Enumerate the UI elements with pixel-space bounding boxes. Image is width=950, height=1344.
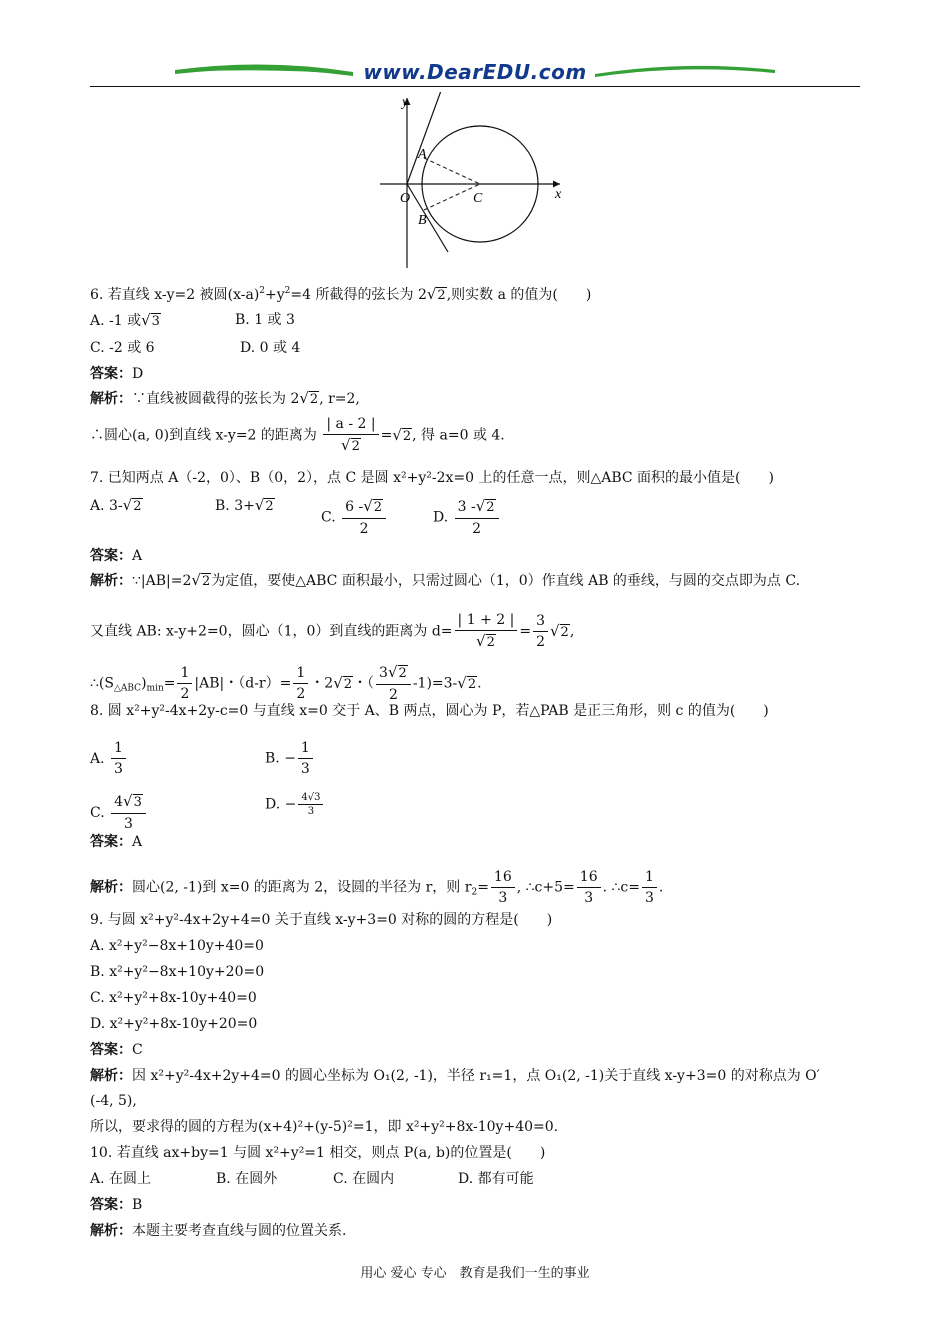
c-label: C [473, 191, 483, 206]
q9-expl-1: 解析：因 x²+y²-4x+2y+4=0 的圆心坐标为 O₁(2, -1)，半径 r₁=1，点 O₁(2, -1)关于直线 x-y+3=0 的对称点为 O′ [90, 1068, 820, 1084]
o-label: O [400, 191, 411, 206]
page-footer: 用心 爱心 专心 教育是我们一生的事业 [360, 1266, 590, 1281]
q7-expl-2: 又直线 AB: x-y+2=0，圆心（1，0）到直线的距离为 d= $\frac{| 1 + 2 |}{√2}$ = $\frac{3}{2}$ √2, [90, 612, 575, 650]
b-label: B [418, 213, 427, 228]
q6-expl-1: 解析：∵直线被圆截得的弦长为 2√2, r=2, [90, 389, 360, 407]
x-label: x [555, 187, 562, 202]
q10-options [90, 1170, 534, 1188]
q9-expl-3: 所以，要求得的圆的方程为(x+4)²+(y-5)²=1，即 x²+y²+8x-10y+40=0. [90, 1119, 559, 1135]
circle-tangent-figure [380, 92, 580, 270]
q8-option-b: B. − $\frac{1}{3}$ [265, 738, 315, 779]
q7-option-d: D. $\frac{3 -√2}{2}$ [433, 496, 501, 539]
q8-option-d: D. − $\frac{4√3}{3}$ [265, 791, 325, 818]
q9-option-d: D. x²+y²+8x-10y+20=0 [90, 1016, 258, 1032]
dash-ca [424, 158, 480, 184]
q7-options [90, 496, 495, 537]
q8-option-a: A. $\frac{1}{3}$ [90, 751, 128, 767]
q7-answer: 答案：A [90, 548, 143, 564]
logo-text: www.DearEDU.com [363, 60, 587, 84]
header-rule [90, 86, 860, 87]
q6-stem: 6. 若直线 x-y=2 被圆$(x-a)^2+y^2=4$ 所截得的弦长为 2√2,则实数 a 的值为( ) [90, 285, 592, 303]
q6-options-cd [90, 339, 301, 357]
q6-options-ab [90, 311, 295, 331]
q6-option-d: D. 0 或 4 [240, 340, 301, 356]
tangent-lower [407, 184, 448, 252]
q8-expl: 解析：圆心(2, -1)到 x=0 的距离为 2，设圆的半径为 r，则 $r_2=$ $\frac{16}{3}$ , ∴c+5= $\frac{16}{3}$ . ∴c= $\frac{1}{3}$ . [90, 869, 664, 906]
q9-option-b: B. x²+y²−8x+10y+20=0 [90, 964, 265, 980]
q7-option-b: B. 3+√2 [215, 496, 274, 514]
q7-stem: 7. 已知两点 A（-2，0）、B（0，2），点 C 是圆 x²+y²-2x=0 上的任意一点，则△ABC 面积的最小值是( ) [90, 470, 774, 486]
q10-option-d: D. 都有可能 [458, 1171, 534, 1187]
q6-option-c: C. -2 或 6 [90, 340, 155, 356]
q8-answer: 答案：A [90, 834, 143, 850]
q8-stem: 8. 圆 x²+y²-4x+2y-c=0 与直线 x=0 交于 A、B 两点，圆心为 P，若△PAB 是正三角形，则 c 的值为( ) [90, 703, 769, 719]
tangent-upper [407, 92, 442, 184]
q10-option-c: C. 在圆内 [333, 1171, 395, 1187]
q6-answer: 答案：D [90, 366, 144, 382]
q8-option-c: C. $\frac{4√3}{3}$ [90, 805, 148, 821]
a-label: A [418, 147, 427, 162]
q10-option-b: B. 在圆外 [216, 1171, 278, 1187]
q9-expl-2: (-4, 5), [90, 1093, 137, 1109]
site-logo [175, 60, 775, 88]
q9-stem: 9. 与圆 x²+y²-4x+2y+4=0 关于直线 x-y+3=0 对称的圆的方程是( ) [90, 912, 553, 928]
q8-options-cd [90, 791, 321, 834]
q10-expl: 解析：本题主要考查直线与圆的位置关系. [90, 1223, 347, 1239]
y-label: y [402, 95, 409, 110]
q9-answer: 答案：C [90, 1042, 143, 1058]
q7-expl-3: $\therefore(S_{\triangle ABC})_{min}=$ $\frac{1}{2}$ |AB|・（d-r）= $\frac{1}{2}$ ・2√2・（ $\frac{3√2}{2}$ -1)=3-√2. [90, 663, 482, 703]
q10-option-a: A. 在圆上 [90, 1171, 152, 1187]
q7-option-c: C. $\frac{6 -√2}{2}$ [321, 496, 388, 539]
q6-option-b: B. 1 或 3 [235, 312, 295, 328]
q6-option-a: A. -1 或√3 [90, 311, 160, 329]
q7-expl-1: 解析：∵|AB|=2√2为定值，要使△ABC 面积最小，只需过圆心（1，0）作直线 AB 的垂线，与圆的交点即为点 C. [90, 571, 801, 589]
q10-stem: 10. 若直线 ax+by=1 与圆 x²+y²=1 相交，则点 P(a, b)的位置是( ) [90, 1145, 546, 1161]
q7-option-a: A. 3-√2 [90, 496, 142, 514]
q8-options-ab [90, 738, 310, 779]
q9-option-c: C. x²+y²+8x-10y+40=0 [90, 990, 257, 1006]
q10-answer: 答案：B [90, 1197, 143, 1213]
q9-option-a: A. x²+y²−8x+10y+40=0 [90, 938, 264, 954]
q6-expl-2: ∴圆心(a, 0)到直线 x-y=2 的距离为 $\frac{| a - 2 |}{√2}$ =√2, 得 a=0 或 4. [90, 416, 505, 454]
dash-cb [424, 184, 480, 210]
